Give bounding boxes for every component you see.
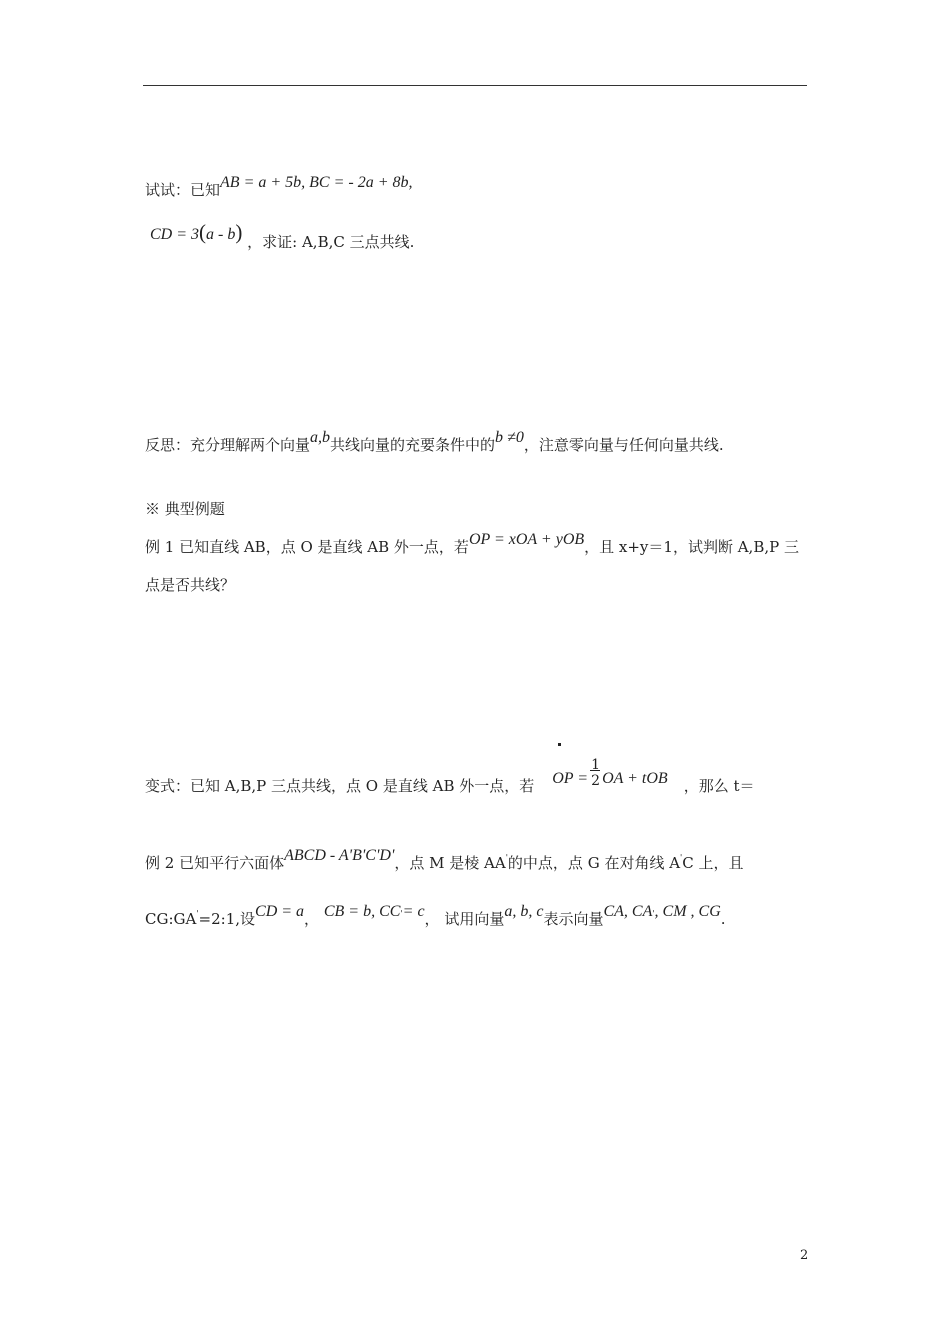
example2-prime-1: '	[505, 853, 508, 862]
example2-math-6: CA, CA	[603, 903, 653, 920]
variant-math-rhs: OA + tOB	[602, 770, 668, 787]
example2-text-7: ，	[304, 910, 320, 928]
example2-prime-2: '	[680, 853, 683, 862]
try-line-1	[145, 174, 413, 201]
try-formula-inner: a - b	[206, 226, 236, 243]
example1-line-2: 点是否共线？	[145, 576, 236, 594]
example2-text-5: CG:GA	[145, 910, 197, 928]
example2-math-1: ABCD - A'B'C'D'	[284, 847, 395, 864]
variant-text-2: ，那么 t＝	[683, 777, 755, 795]
try-line-2	[150, 220, 415, 253]
reflect-text-3: ，注意零向量与任何向量共线.	[523, 436, 724, 454]
variant-fraction-denominator: 2	[591, 773, 601, 789]
example2-math-3: CB = b, CC	[323, 903, 401, 920]
example1-text-1: 例 1 已知直线 AB，点 O 是直线 AB 外一点，若	[145, 538, 469, 556]
variant-math-lhs: OP =	[552, 770, 589, 787]
example2-text-3: 的中点，点 G 在对角线 A	[507, 854, 681, 872]
example2-text-2: ，点 M 是棱 AA	[394, 854, 506, 872]
reflect-line	[145, 429, 724, 456]
example2-math-4: = c	[402, 903, 425, 920]
example2-math-7: , CM , CG	[654, 903, 721, 920]
example2-math-5: a, b, c	[504, 903, 544, 920]
example2-prime-4: '	[400, 909, 403, 918]
example2-text-10: .	[720, 910, 726, 928]
example2-text-6: =2:1,设	[198, 910, 256, 928]
try-formula-rparen: )	[235, 220, 243, 244]
example1-line-1	[145, 531, 799, 558]
example2-text-8: ， 试用向量	[424, 910, 505, 928]
example2-text-1: 例 2 已知平行六面体	[145, 854, 285, 872]
example1-math: OP = xOA + yOB	[468, 531, 585, 548]
reflect-text-2: 共线向量的充要条件中的	[330, 436, 496, 454]
variant-text-1: 变式：已知 A,B,P 三点共线，点 O 是直线 AB 外一点，若	[145, 777, 535, 795]
try-text-2: ，求证: A,B,C 三点共线.	[247, 233, 415, 251]
try-label: 试试：已知	[145, 181, 221, 199]
page-number: 2	[800, 1248, 809, 1263]
example2-line-1	[145, 847, 744, 876]
try-formula-1: AB = a + 5b, BC = - 2a + 8b,	[220, 174, 413, 191]
variant-line	[145, 757, 755, 797]
variant-fraction	[588, 757, 602, 789]
header-rule	[143, 85, 807, 86]
reflect-math-2: b ≠0	[495, 429, 524, 446]
try-formula-lparen: (	[199, 220, 207, 244]
example2-prime-5: '	[652, 909, 655, 918]
example2-text-4: C 上，且	[682, 854, 744, 872]
variant-dot	[558, 743, 561, 746]
example2-line-2	[145, 903, 726, 932]
example1-text-2: ，且 x+y＝1，试判断 A,B,P 三	[584, 538, 799, 556]
example2-prime-3: '	[196, 909, 199, 918]
reflect-text-1: 反思：充分理解两个向量	[145, 436, 311, 454]
example2-math-2: CD = a	[255, 903, 305, 920]
reflect-math-1: a,b	[310, 429, 331, 446]
variant-fraction-numerator: 1	[591, 757, 601, 773]
try-formula-cd: CD = 3	[150, 226, 200, 243]
example2-text-9: 表示向量	[543, 910, 604, 928]
section-title: ※ 典型例题	[145, 500, 225, 518]
